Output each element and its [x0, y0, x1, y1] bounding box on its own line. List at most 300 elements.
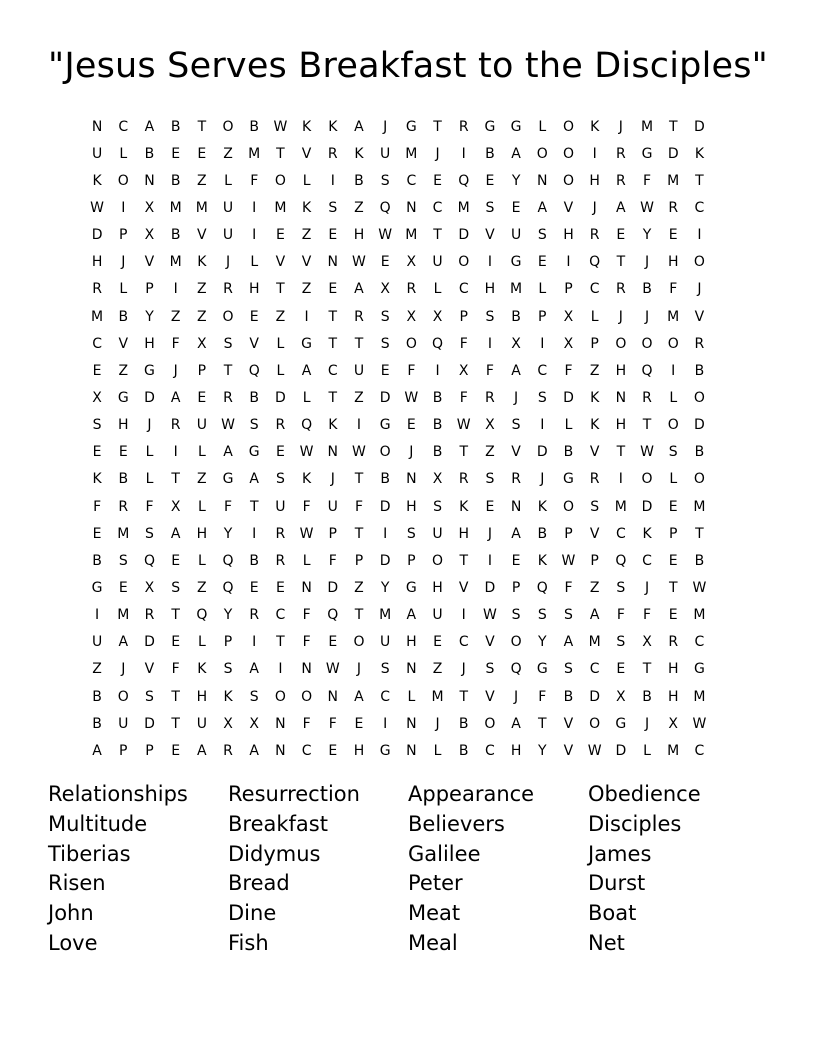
grid-letter: S — [616, 579, 626, 596]
grid-row — [84, 113, 713, 140]
grid-letter: B — [642, 281, 652, 298]
grid-letter: V — [485, 634, 495, 651]
grid-letter: M — [614, 498, 627, 515]
grid-row — [84, 276, 713, 303]
grid-letter: K — [590, 417, 600, 434]
grid-letter: K — [537, 498, 547, 515]
grid-letter: X — [432, 308, 443, 325]
grid-letter: F — [643, 172, 652, 189]
grid-letter: E — [92, 525, 102, 542]
grid-letter: S — [223, 661, 233, 678]
grid-letter: G — [222, 471, 234, 488]
grid-letter: K — [694, 145, 704, 162]
grid-letter: S — [564, 607, 573, 624]
grid-letter: M — [169, 199, 182, 216]
grid-letter: T — [354, 335, 364, 352]
grid-letter: B — [249, 118, 260, 135]
grid-letter: R — [511, 471, 521, 488]
grid-letter: R — [485, 389, 495, 406]
grid-letter: H — [406, 634, 417, 651]
grid-letter: D — [615, 742, 627, 759]
grid-letter: O — [562, 172, 574, 189]
grid-letter: E — [668, 607, 678, 624]
grid-letter: C — [301, 742, 312, 759]
grid-letter: U — [196, 715, 207, 732]
grid-letter: C — [589, 281, 600, 298]
grid-letter: J — [514, 389, 519, 406]
grid-letter: F — [171, 335, 180, 352]
word-list-item: James — [588, 841, 652, 866]
grid-letter: R — [642, 389, 652, 406]
grid-letter: G — [510, 254, 522, 271]
grid-letter: P — [590, 552, 599, 569]
grid-letter: P — [564, 525, 573, 542]
grid-letter: O — [693, 471, 705, 488]
grid-letter: G — [615, 715, 627, 732]
grid-letter: R — [144, 607, 155, 624]
grid-letter: I — [461, 145, 466, 162]
grid-letter: D — [641, 498, 653, 515]
grid-letter: K — [197, 254, 207, 271]
grid-letter: O — [458, 254, 470, 271]
grid-letter: L — [224, 172, 232, 189]
grid-letter: F — [407, 362, 416, 379]
grid-letter: L — [643, 742, 651, 759]
grid-letter: W — [587, 742, 602, 759]
grid-letter: Q — [301, 417, 313, 434]
grid-letter: S — [145, 525, 154, 542]
grid-letter: T — [197, 118, 207, 135]
grid-letter: O — [589, 715, 601, 732]
grid-letter: C — [615, 525, 626, 542]
grid-row — [84, 493, 713, 520]
word-list-item: John — [48, 901, 94, 926]
grid-letter: X — [92, 389, 102, 406]
grid-letter: Z — [197, 471, 207, 488]
grid-letter: Q — [143, 552, 155, 569]
grid-letter: Z — [301, 227, 312, 244]
grid-letter: X — [406, 254, 417, 271]
grid-letter: W — [456, 417, 471, 434]
grid-letter: L — [538, 281, 547, 298]
grid-letter: V — [301, 254, 312, 271]
grid-letter: T — [276, 145, 285, 162]
grid-row — [84, 357, 713, 384]
grid-letter: I — [173, 281, 178, 298]
grid-letter: W — [640, 199, 654, 216]
grid-letter: K — [92, 172, 102, 189]
grid-letter: M — [431, 688, 444, 705]
grid-letter: Q — [222, 579, 234, 596]
grid-letter: L — [302, 552, 311, 569]
grid-letter: A — [249, 661, 259, 678]
grid-letter: R — [118, 498, 129, 515]
grid-letter: P — [459, 308, 468, 325]
grid-letter: V — [694, 308, 705, 325]
grid-letter: G — [563, 471, 574, 488]
grid-letter: J — [644, 715, 650, 732]
grid-letter: W — [299, 525, 314, 542]
grid-letter: M — [405, 227, 418, 244]
grid-letter: I — [540, 417, 545, 434]
grid-letter: L — [276, 335, 285, 352]
grid-letter: J — [487, 525, 492, 542]
grid-letter: Z — [432, 661, 443, 678]
grid-letter: P — [197, 362, 207, 379]
grid-letter: G — [379, 417, 391, 434]
grid-letter: R — [589, 471, 600, 488]
grid-letter: D — [327, 579, 339, 596]
grid-letter: W — [352, 254, 366, 271]
grid-letter: M — [117, 525, 130, 542]
grid-letter: J — [147, 417, 152, 434]
grid-letter: C — [458, 634, 469, 651]
grid-letter: F — [302, 634, 311, 651]
grid-letter: E — [328, 281, 338, 298]
grid-letter: J — [173, 362, 178, 379]
grid-letter: C — [485, 742, 495, 759]
grid-letter: D — [144, 715, 155, 732]
grid-letter: H — [667, 688, 679, 705]
grid-letter: T — [171, 607, 180, 624]
grid-letter: P — [538, 308, 547, 325]
grid-letter: E — [92, 444, 102, 461]
grid-letter: F — [328, 715, 337, 732]
grid-letter: W — [299, 444, 314, 461]
grid-letter: N — [301, 579, 312, 596]
grid-letter: W — [90, 199, 105, 216]
grid-letter: H — [432, 579, 443, 596]
grid-letter: J — [121, 254, 126, 271]
grid-letter: O — [405, 335, 417, 352]
grid-letter: M — [510, 281, 523, 298]
grid-letter: N — [144, 172, 155, 189]
grid-letter: L — [197, 444, 206, 461]
grid-letter: B — [249, 552, 260, 569]
word-list-item: Disciples — [588, 811, 682, 836]
grid-letter: D — [694, 417, 705, 434]
grid-letter: F — [145, 498, 154, 515]
word-list-item: Fish — [228, 930, 269, 955]
grid-letter: B — [118, 308, 129, 325]
grid-letter: X — [563, 308, 574, 325]
grid-letter: D — [379, 389, 391, 406]
grid-letter: B — [485, 145, 495, 162]
grid-letter: G — [536, 661, 548, 678]
grid-letter: Q — [379, 199, 391, 216]
grid-letter: I — [252, 227, 257, 244]
grid-letter: H — [91, 254, 103, 271]
grid-letter: N — [327, 444, 339, 461]
grid-letter: H — [406, 498, 417, 515]
grid-letter: H — [196, 688, 208, 705]
grid-letter: R — [275, 525, 286, 542]
grid-letter: Z — [354, 579, 364, 596]
grid-letter: W — [482, 607, 497, 624]
grid-letter: P — [328, 525, 337, 542]
grid-letter: H — [510, 742, 522, 759]
grid-letter: N — [406, 715, 417, 732]
grid-letter: O — [562, 498, 574, 515]
grid-letter: A — [563, 634, 574, 651]
grid-letter: I — [330, 172, 335, 189]
grid-letter: T — [642, 661, 652, 678]
grid-letter: N — [91, 118, 103, 135]
grid-letter: Z — [197, 308, 207, 325]
grid-letter: E — [485, 498, 495, 515]
grid-letter: I — [356, 417, 362, 434]
grid-row — [84, 140, 713, 167]
grid-letter: U — [222, 199, 234, 216]
grid-letter: E — [537, 254, 547, 271]
grid-letter: K — [302, 471, 312, 488]
grid-letter: G — [301, 335, 313, 352]
grid-letter: M — [169, 254, 182, 271]
grid-letter: E — [433, 634, 442, 651]
grid-letter: P — [511, 579, 521, 596]
grid-row — [84, 737, 713, 764]
grid-letter: U — [380, 634, 391, 651]
grid-letter: U — [222, 227, 234, 244]
grid-letter: N — [406, 661, 417, 678]
grid-letter: P — [590, 335, 599, 352]
grid-letter: C — [275, 607, 286, 624]
grid-letter: D — [379, 498, 391, 515]
grid-row — [84, 330, 713, 357]
grid-letter: E — [118, 579, 128, 596]
grid-letter: I — [461, 607, 466, 624]
grid-letter: X — [144, 227, 155, 244]
grid-letter: A — [92, 742, 102, 759]
grid-letter: P — [223, 634, 233, 651]
grid-row — [84, 629, 713, 656]
grid-letter: R — [615, 281, 626, 298]
grid-letter: M — [379, 607, 392, 624]
grid-letter: S — [511, 607, 521, 624]
grid-letter: B — [144, 145, 155, 162]
word-list-item: Resurrection — [228, 782, 360, 806]
grid-letter: V — [589, 444, 600, 461]
grid-letter: S — [485, 308, 495, 325]
grid-letter: S — [537, 227, 547, 244]
grid-letter: R — [589, 227, 600, 244]
grid-letter: A — [144, 118, 155, 135]
grid-letter: C — [118, 118, 129, 135]
grid-letter: O — [432, 552, 444, 569]
word-list-item: Meal — [408, 930, 458, 955]
grid-letter: Q — [458, 172, 470, 189]
grid-letter: E — [668, 552, 678, 569]
word-list-item: Durst — [588, 871, 646, 896]
grid-letter: L — [119, 281, 128, 298]
grid-letter: X — [616, 688, 626, 705]
grid-letter: B — [170, 118, 181, 135]
grid-letter: H — [118, 417, 129, 434]
grid-letter: O — [615, 335, 627, 352]
grid-letter: Z — [197, 579, 207, 596]
word-list-item: Net — [588, 930, 625, 955]
grid-letter: M — [588, 634, 601, 651]
grid-letter: Y — [511, 172, 521, 189]
grid-letter: T — [354, 525, 364, 542]
grid-letter: F — [643, 607, 652, 624]
grid-letter: U — [196, 417, 207, 434]
grid-row — [84, 710, 713, 737]
grid-letter: A — [511, 362, 521, 379]
grid-row — [84, 303, 713, 330]
grid-letter: I — [252, 634, 257, 651]
grid-row — [84, 222, 713, 249]
grid-letter: L — [669, 389, 678, 406]
grid-letter: H — [667, 661, 679, 678]
grid-letter: E — [354, 715, 364, 732]
grid-letter: U — [432, 254, 443, 271]
grid-letter: T — [433, 227, 442, 244]
grid-letter: R — [668, 199, 679, 216]
grid-letter: B — [170, 227, 181, 244]
grid-letter: T — [668, 118, 678, 135]
grid-letter: T — [459, 552, 468, 569]
grid-letter: M — [274, 199, 287, 216]
grid-letter: T — [328, 389, 338, 406]
grid-letter: D — [694, 118, 705, 135]
grid-letter: M — [457, 199, 470, 216]
grid-letter: B — [511, 308, 521, 325]
grid-letter: O — [222, 118, 234, 135]
grid-letter: J — [383, 118, 388, 135]
grid-letter: F — [459, 335, 468, 352]
grid-letter: D — [144, 389, 155, 406]
grid-letter: D — [91, 227, 103, 244]
grid-letter: F — [616, 607, 625, 624]
grid-letter: C — [327, 362, 338, 379]
grid-letter: J — [540, 471, 545, 488]
grid-letter: N — [275, 715, 286, 732]
grid-letter: U — [118, 715, 129, 732]
grid-letter: I — [304, 308, 309, 325]
grid-letter: E — [406, 417, 416, 434]
grid-letter: B — [458, 715, 469, 732]
grid-letter: E — [328, 634, 338, 651]
grid-letter: I — [121, 199, 126, 216]
grid-letter: X — [249, 715, 260, 732]
grid-letter: D — [563, 389, 574, 406]
grid-letter: H — [144, 335, 155, 352]
grid-letter: L — [302, 389, 311, 406]
grid-letter: J — [409, 444, 414, 461]
grid-letter: N — [327, 688, 339, 705]
grid-letter: S — [537, 389, 547, 406]
grid-letter: V — [485, 227, 495, 244]
grid-letter: F — [328, 552, 337, 569]
grid-letter: E — [485, 172, 495, 189]
grid-letter: T — [354, 607, 364, 624]
grid-letter: P — [668, 525, 678, 542]
grid-letter: V — [589, 525, 600, 542]
grid-letter: A — [354, 281, 364, 298]
grid-letter: W — [692, 579, 707, 596]
grid-letter: Q — [589, 254, 601, 271]
grid-letter: X — [668, 715, 679, 732]
grid-letter: R — [694, 335, 705, 352]
grid-letter: E — [511, 199, 521, 216]
grid-letter: E — [171, 634, 181, 651]
grid-letter: J — [330, 471, 335, 488]
grid-letter: X — [144, 579, 155, 596]
grid-letter: S — [118, 552, 128, 569]
grid-letter: Z — [354, 199, 364, 216]
grid-letter: K — [354, 145, 364, 162]
grid-letter: N — [615, 389, 627, 406]
grid-letter: V — [563, 199, 574, 216]
grid-letter: Q — [432, 335, 444, 352]
grid-letter: O — [274, 172, 286, 189]
grid-letter: G — [693, 661, 705, 678]
grid-letter: V — [144, 661, 155, 678]
grid-letter: W — [378, 227, 393, 244]
grid-letter: L — [145, 444, 154, 461]
grid-letter: D — [379, 552, 391, 569]
grid-letter: G — [144, 362, 155, 379]
grid-row — [84, 547, 713, 574]
grid-letter: E — [275, 444, 285, 461]
grid-letter: G — [248, 444, 260, 461]
grid-letter: L — [433, 742, 442, 759]
grid-row — [84, 683, 713, 710]
grid-letter: K — [92, 471, 102, 488]
word-list-item: Believers — [408, 811, 505, 836]
grid-letter: C — [432, 199, 443, 216]
grid-letter: K — [590, 118, 600, 135]
grid-letter: R — [354, 308, 364, 325]
grid-letter: I — [383, 525, 388, 542]
grid-letter: I — [383, 715, 388, 732]
word-list-item: Appearance — [408, 782, 535, 806]
grid-letter: C — [642, 552, 652, 569]
grid-letter: E — [171, 742, 181, 759]
grid-letter: T — [459, 444, 468, 461]
grid-letter: E — [380, 362, 390, 379]
grid-letter: I — [487, 335, 492, 352]
grid-letter: S — [380, 335, 390, 352]
grid-letter: K — [537, 552, 547, 569]
grid-letter: I — [671, 362, 676, 379]
grid-letter: F — [250, 172, 259, 189]
grid-letter: I — [487, 254, 492, 271]
grid-letter: U — [327, 498, 338, 515]
page-title: "Jesus Serves Breakfast to the Disciples" — [48, 46, 768, 86]
grid-letter: B — [118, 471, 129, 488]
grid-letter: L — [590, 308, 599, 325]
grid-letter: M — [667, 742, 680, 759]
grid-letter: L — [197, 634, 206, 651]
grid-row — [84, 520, 713, 547]
grid-letter: A — [354, 688, 364, 705]
grid-letter: W — [352, 444, 366, 461]
grid-letter: R — [615, 145, 626, 162]
grid-letter: J — [697, 281, 702, 298]
grid-letter: B — [563, 444, 574, 461]
grid-letter: J — [461, 661, 466, 678]
grid-letter: W — [325, 661, 340, 678]
grid-letter: X — [563, 335, 574, 352]
grid-letter: Z — [118, 362, 129, 379]
grid-row — [84, 656, 713, 683]
grid-letter: U — [432, 607, 443, 624]
grid-letter: R — [223, 389, 233, 406]
grid-letter: W — [561, 552, 576, 569]
grid-letter: V — [301, 145, 312, 162]
